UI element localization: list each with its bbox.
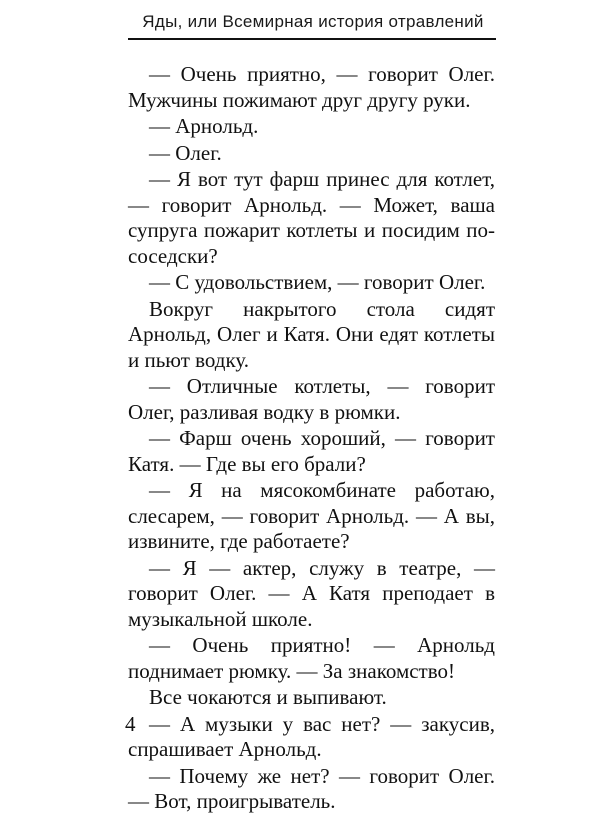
paragraph: — Фарш очень хороший, — говорит Катя. — Где вы его брали? (128, 426, 495, 476)
paragraph: — Я вот тут фарш принес для котлет, — говорит Арнольд. — Может, ваша супруга пожарит котлеты и посидим по-соседски? (128, 167, 495, 268)
running-head: Яды, или Всемирная история отравлений (142, 12, 484, 31)
paragraph: — Отличные котлеты, — говорит Олег, разливая водку в рюмки. (128, 374, 495, 424)
paragraph: — Я на мясокомбинате работаю, слесарем, — говорит Арнольд. — А вы, извините, где работаете? (128, 478, 495, 553)
paragraph: Вокруг накрытого стола сидят Арнольд, Олег и Катя. Они едят котлеты и пьют водку. (128, 296, 495, 372)
body-text (128, 62, 495, 815)
paragraph: — Арнольд. (149, 114, 259, 138)
paragraph: — С удовольствием, — говорит Олег. (149, 270, 486, 294)
paragraph: — Олег. (149, 140, 222, 165)
paragraph: — Очень приятно! — Арнольд поднимает рюмку. — За знакомство! (128, 633, 495, 683)
page-number: 4 (125, 712, 136, 736)
paragraph: — А музыки у вас нет? — закусив, спрашивает Арнольд. (128, 711, 495, 761)
paragraph: — Почему же нет? — говорит Олег. — Вот, проигрыватель. (128, 763, 495, 813)
paragraph: Все чокаются и выпивают. (149, 685, 387, 709)
paragraph: — Я — актер, служу в театре, — говорит Олег. — А Катя преподает в музыкальной школе. (128, 555, 495, 631)
header-rule (128, 38, 496, 40)
paragraph: — Очень приятно, — говорит Олег. Мужчины пожимают друг другу руки. (128, 62, 495, 112)
